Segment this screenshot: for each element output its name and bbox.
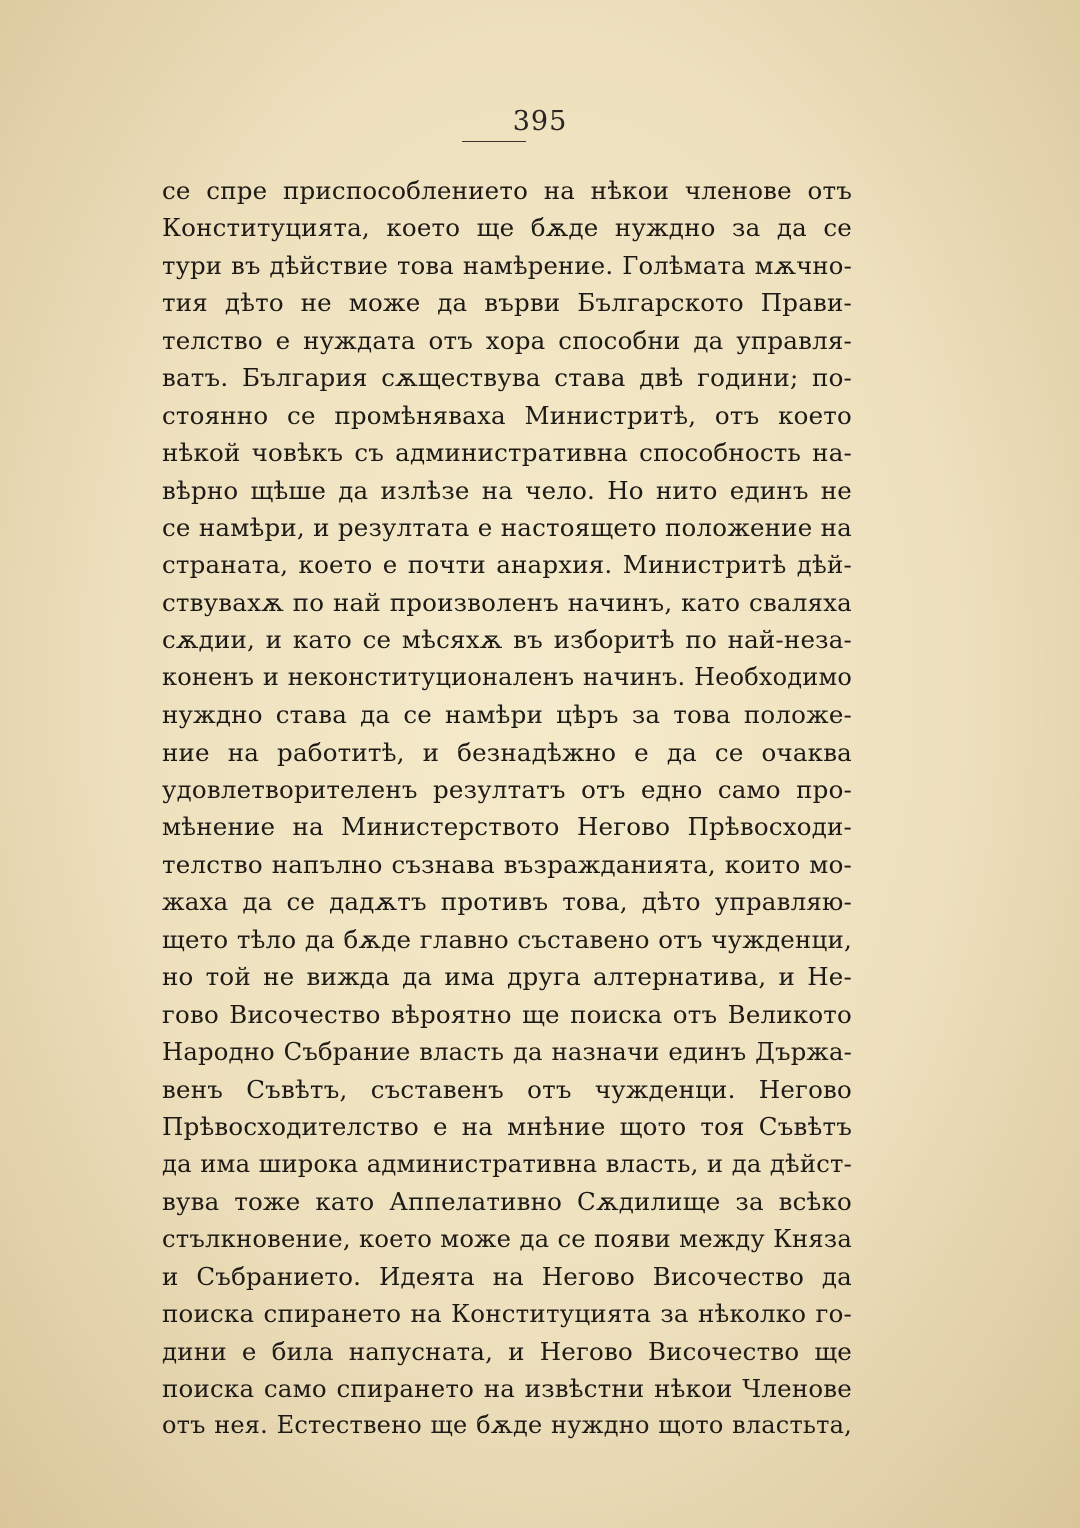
text-line: Прѣвосходителство е на мнѣние щото тоя Съвѣтъ [162, 1111, 852, 1141]
text-line: гово Височество вѣроятно ще поиска отъ Великото [162, 999, 852, 1029]
text-line: удовлетворителенъ резултатъ отъ едно само про- [162, 775, 852, 804]
text-line: мѣнение на Министерството Негово Прѣвосходи- [162, 812, 852, 842]
text-line: ватъ. България сѫществува става двѣ години; по- [162, 363, 852, 393]
text-line: ние на работитѣ, и безнадѣжно е да се очаква [162, 737, 852, 767]
text-line: но той не вижда да има друга алтернатива, и Не- [162, 962, 852, 992]
page-number: 395 [512, 106, 568, 137]
body-text [162, 172, 852, 1445]
text-line: тия дѣто не може да върви Българското Прави- [162, 288, 852, 318]
text-line: сѫдии, и като се мѣсяхѫ въ изборитѣ по най-неза- [162, 625, 852, 655]
text-line: стълкновение, което може да се появи между Княза [162, 1224, 852, 1254]
text-line: вѣрно щѣше да излѣзе на чело. Но нито единъ не [162, 475, 852, 505]
text-line: поиска само спирането на извѣстни нѣкои Членове [162, 1374, 852, 1403]
text-line: телство напълно съзнава възражданията, които мо- [162, 849, 852, 879]
text-line: Конституцията, което ще бѫде нуждно за да се [162, 213, 852, 243]
text-line: Народно Събрание власть да назначи единъ Държа- [162, 1037, 852, 1067]
text-line: да има широка административна власть, и да дѣйст- [162, 1149, 852, 1179]
text-line: нѣкой човѣкъ съ административна способность на- [162, 438, 852, 468]
text-line: страната, което е почти анархия. Министритѣ дѣй- [162, 550, 852, 580]
text-line: вува тоже като Аппелативно Сѫдилище за всѣко [162, 1186, 852, 1216]
text-line: тури въ дѣйствие това намѣрение. Голѣмата мѫчно- [162, 250, 852, 280]
text-line: венъ Съвѣтъ, съставенъ отъ чужденци. Негово [162, 1074, 852, 1104]
text-line: и Събранието. Идеята на Негово Височество да [162, 1261, 852, 1291]
text-line: нуждно става да се намѣри цѣръ за това положе- [162, 700, 852, 730]
text-line: дини е била напусната, и Негово Височество ще [162, 1336, 852, 1366]
text-line: поиска спирането на Конституцията за нѣколко го- [162, 1299, 852, 1329]
text-line: коненъ и неконституционаленъ начинъ. Необходимо [162, 662, 852, 691]
text-line: се намѣри, и резултата е настоящето положение на [162, 512, 852, 542]
text-line: телство е нуждата отъ хора способни да управля- [162, 325, 852, 355]
text-line: стоянно се промѣняваха Министритѣ, отъ което [162, 400, 852, 430]
text-line: се спре приспособлението на нѣкои членове отъ [162, 176, 852, 205]
text-line: жаха да се дадѫтъ противъ това, дѣто управляю- [162, 887, 852, 917]
text-line: ствувахѫ по най произволенъ начинъ, като сваляха [162, 587, 852, 617]
page-number-rule [462, 141, 526, 142]
text-line: щето тѣло да бѫде главно съставено отъ чужденци, [162, 924, 852, 954]
text-line: отъ нея. Естествено ще бѫде нуждно щото властьта, [162, 1411, 852, 1440]
